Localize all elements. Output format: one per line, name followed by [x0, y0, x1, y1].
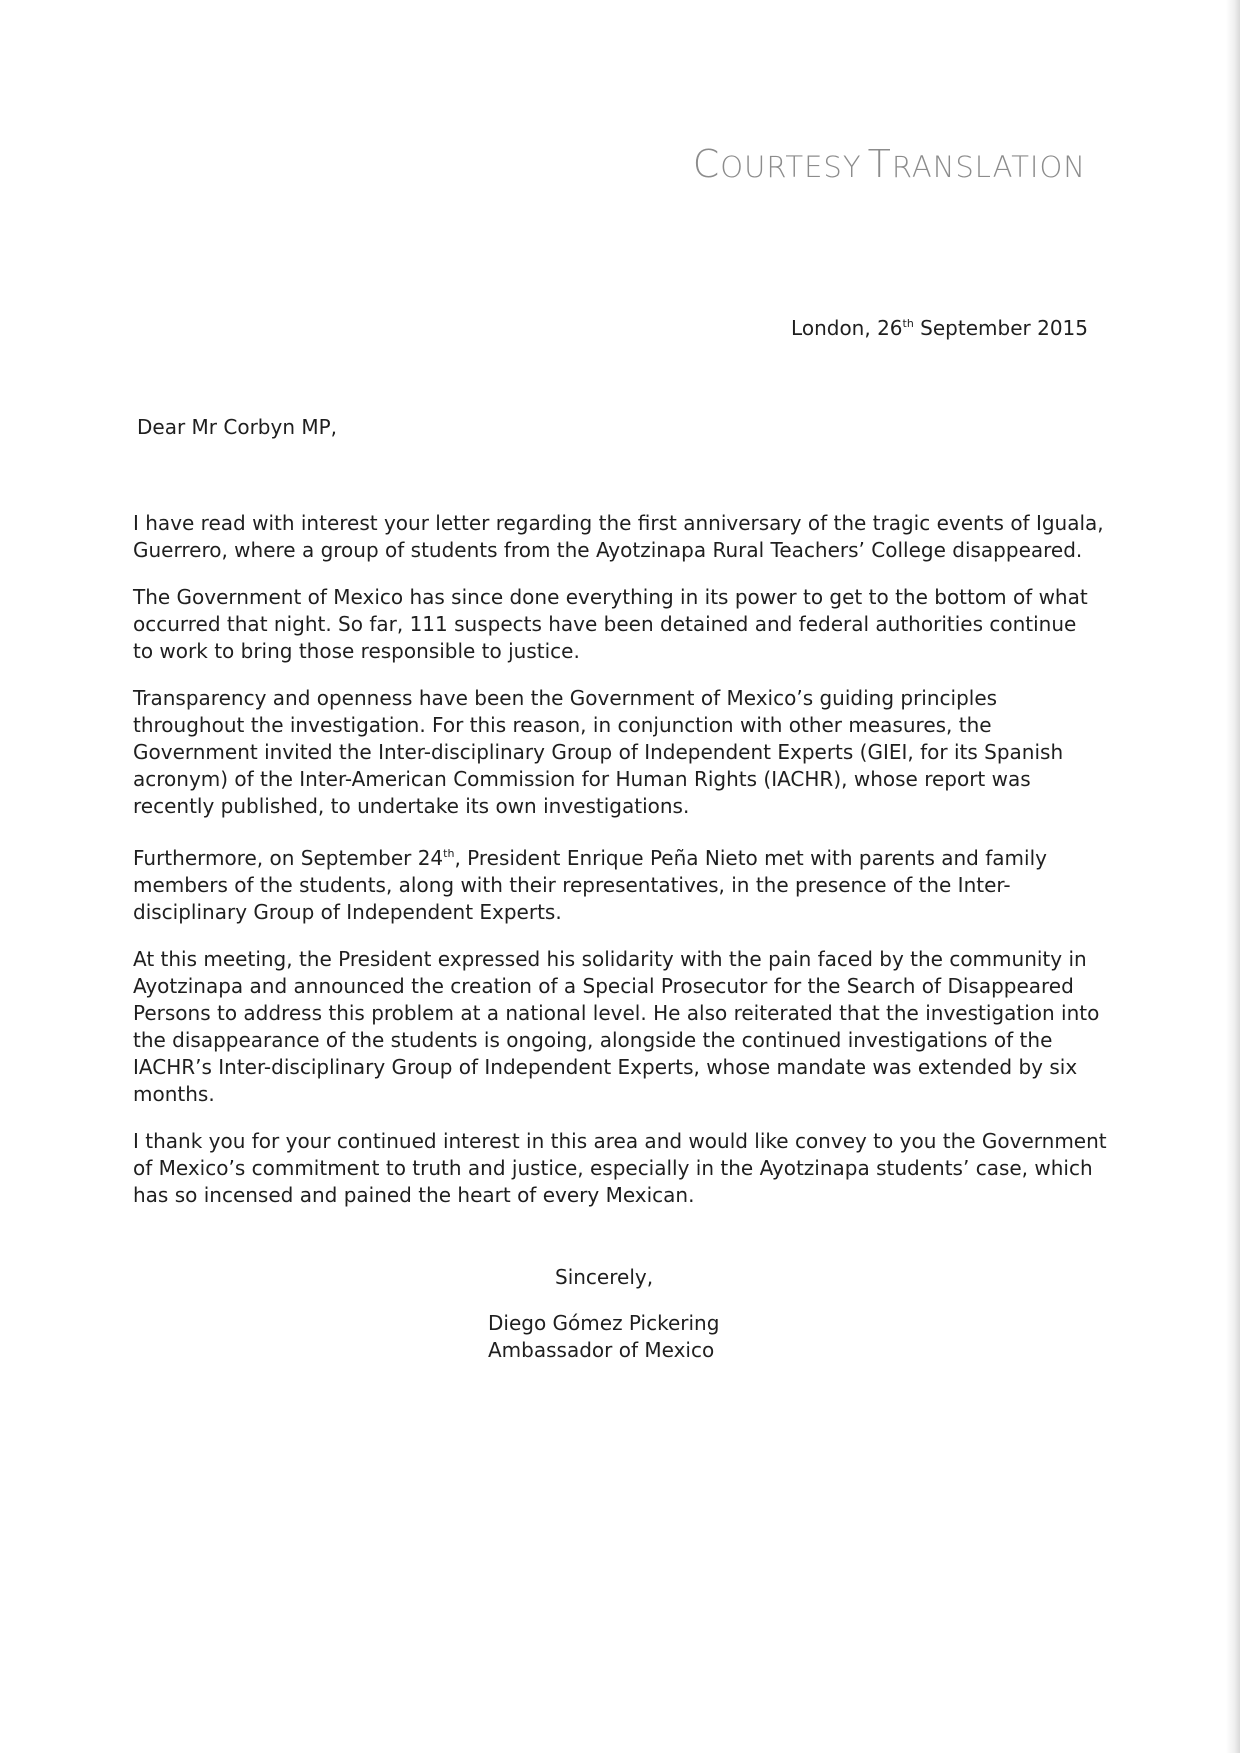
paragraph-line: Ayotzinapa and announced the creation of a Special Prosecutor for the Search of Disappeared — [133, 974, 1074, 998]
paragraph-line: has so incensed and pained the heart of every Mexican. — [133, 1183, 695, 1207]
paragraph-line: acronym) of the Inter-American Commission for Human Rights (IACHR), whose report was — [133, 767, 1031, 791]
paragraph-line: The Government of Mexico has since done everything in its power to get to the bottom of what — [133, 585, 1088, 609]
paragraph-line: throughout the investigation. For this reason, in conjunction with other measures, the — [133, 713, 992, 737]
paragraph-line: Transparency and openness have been the Government of Mexico’s guiding principles — [133, 686, 998, 710]
paragraph-line: recently published, to undertake its own investigations. — [133, 794, 690, 818]
p4-ordinal-suffix: th — [443, 847, 455, 860]
letter-date — [640, 316, 1088, 340]
paragraph-5 — [133, 946, 1100, 1108]
paragraph-line: the disappearance of the students is ongoing, alongside the continued investigations of the — [133, 1028, 1053, 1052]
heading-cap-t: T — [867, 142, 892, 186]
paragraph-line: occurred that night. So far, 111 suspects have been detained and federal authorities continue — [133, 612, 1077, 636]
paragraph-3 — [133, 685, 1093, 820]
signer-name: Diego Gómez Pickering — [488, 1311, 720, 1335]
paragraph-1 — [133, 510, 1104, 564]
paragraph-line: Government invited the Inter-disciplinary Group of Independent Experts (GIEI, for its Spanish — [133, 740, 1064, 764]
courtesy-translation-heading — [640, 142, 1086, 186]
heading-rest-2: RANSLATION — [891, 150, 1086, 184]
heading-cap-c: C — [692, 142, 721, 186]
date-ordinal-suffix: th — [902, 317, 914, 330]
date-prefix: London, 26 — [791, 316, 903, 340]
paragraph-line — [133, 840, 1093, 872]
p4-line1-rest: , President Enrique Peña Nieto met with parents and family — [454, 846, 1047, 870]
paragraph-line: to work to bring those responsible to justice. — [133, 639, 580, 663]
paragraph-line: Persons to address this problem at a national level. He also reiterated that the investigation into — [133, 1001, 1100, 1025]
date-rest: September 2015 — [913, 316, 1088, 340]
paragraph-line: members of the students, along with their representatives, in the presence of the Inter- — [133, 873, 1011, 897]
paragraph-line: At this meeting, the President expressed his solidarity with the pain faced by the community in — [133, 947, 1087, 971]
heading-rest-1: OURTESY — [720, 150, 862, 184]
paragraph-6 — [133, 1128, 1107, 1209]
paragraph-line: I thank you for your continued interest in this area and would like convey to you the Government — [133, 1129, 1107, 1153]
p4-line1-prefix: Furthermore, on September 24 — [133, 846, 444, 870]
page-edge-shadow — [1226, 0, 1240, 1753]
paragraph-2 — [133, 584, 1093, 665]
valediction: Sincerely, — [555, 1265, 654, 1289]
paragraph-line: of Mexico’s commitment to truth and justice, especially in the Ayotzinapa students’ case, which — [133, 1156, 1093, 1180]
salutation: Dear Mr Corbyn MP, — [137, 415, 338, 439]
paragraph-line: Guerrero, where a group of students from the Ayotzinapa Rural Teachers’ College disappeared. — [133, 538, 1083, 562]
paragraph-line: months. — [133, 1082, 215, 1106]
paragraph-line: I have read with interest your letter regarding the first anniversary of the tragic events of Iguala, — [133, 511, 1104, 535]
paragraph-4 — [133, 840, 1093, 926]
paragraph-line: IACHR’s Inter-disciplinary Group of Independent Experts, whose mandate was extended by six — [133, 1055, 1078, 1079]
paragraph-line: disciplinary Group of Independent Experts. — [133, 900, 562, 924]
letter-body — [133, 510, 1107, 1229]
signer-title: Ambassador of Mexico — [488, 1338, 715, 1362]
